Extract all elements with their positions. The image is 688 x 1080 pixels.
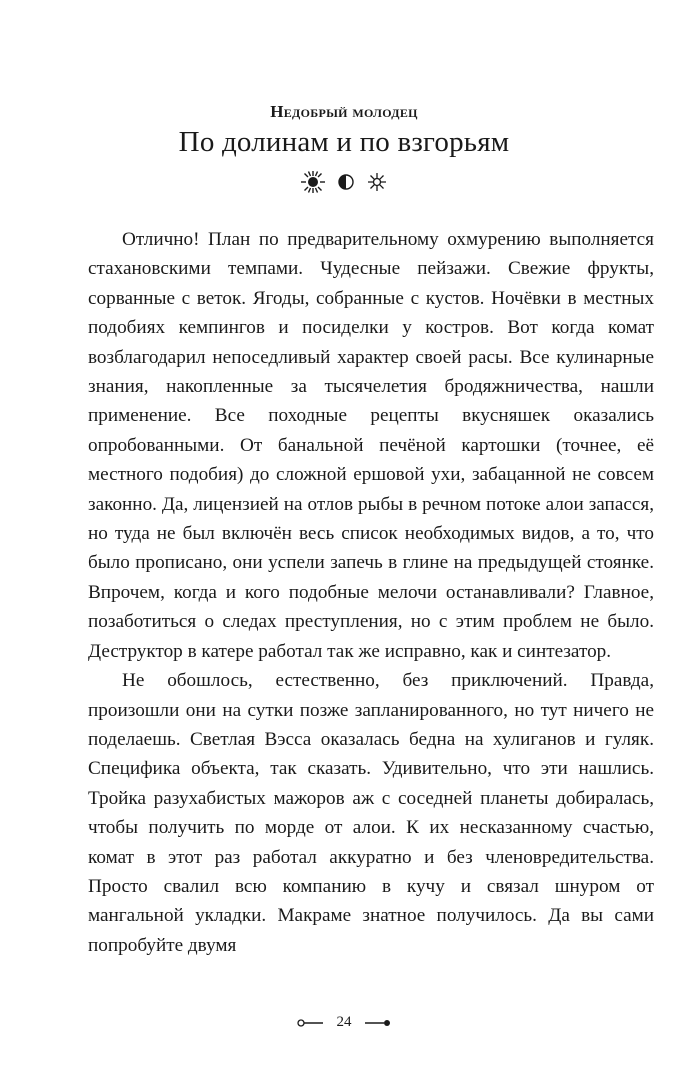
left-pin-icon [297,1018,323,1028]
chapter-subtitle: Недобрый молодец [270,102,418,121]
page-number: 24 [336,1014,352,1031]
right-pin-icon [365,1018,391,1028]
paragraph-2: Не обошлось, естественно, без приключений. Правда, произошли они на сутки позже запланированного, но тут ничего не поделаешь. Светлая Вэсса оказалась бедна на хулиганов и гуляк. Специфика объекта, так сказать. Удивительно, что эти нашлись. Тройка разухабистых мажоров аж с соседней планеты добиралась, чтобы получить по морде от алои. К их несказанному счастью, комат в этот раз работал аккуратно и без членовредительства. Просто свалил всю компанию в кучу и связал шнуром от мангальной укладки. Макраме знатное получилось. Да вы сами попробуйте двумя [88,670,654,956]
star-icon [366,170,388,194]
page-footer [0,1014,688,1034]
body-text [88,225,654,960]
chapter-ornament [0,170,688,194]
chapter-title: По долинам и по взгорьям [178,126,510,158]
half-moon-icon [336,170,356,194]
sun-icon [300,170,326,194]
paragraph-1: Отлично! План по предварительному охмурению выполняется стахановскими темпами. Чудесные пейзажи. Свежие фрукты, сорванные с веток. Ягоды, собранные с кустов. Ночёвки в местных подобиях кемпингов и посиделки у костров. Вот когда комат возблагодарил непоседливый характер своей расы. Все кулинарные знания, накопленные за тысячелетия бродяжничества, нашли применение. Все походные рецепты вкусняшек оказались опробованными. От банальной печёной картошки (точнее, её местного подобия) до сложной ершовой ухи, забацанной не совсем законно. Да, лицензией на отлов рыбы в речном потоке алои запасся, но туда не был включён весь список необходимых видов, а то, что было прописано, они успели запечь в глине на предыдущей стоянке. Впрочем, когда и кого подобные мелочи останавливали? Главное, позаботиться о следах преступления, но с этим проблем не было. Деструктор в катере работал так же исправно, как и синтезатор. [88,229,654,662]
